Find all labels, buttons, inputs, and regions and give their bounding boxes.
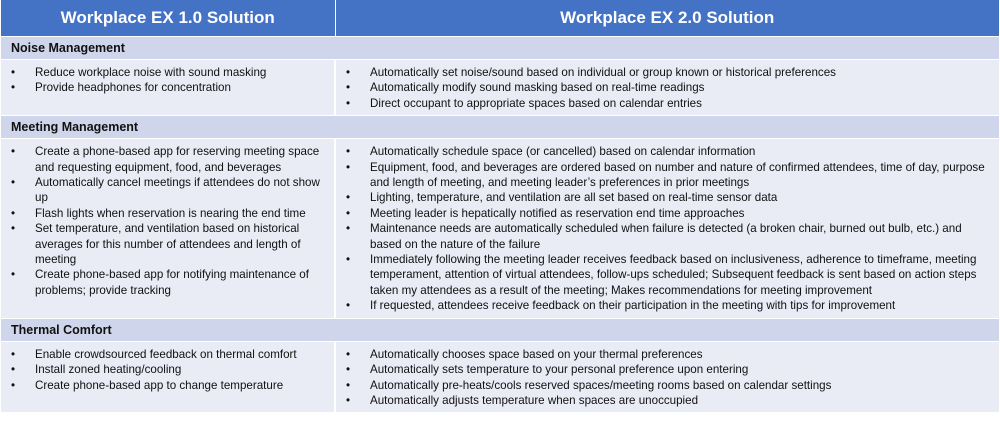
list-item-text: Install zoned heating/cooling bbox=[35, 363, 182, 377]
list-item-text: Create phone-based app for notifying maintenance of problems; provide tracking bbox=[35, 268, 309, 297]
bullet-icon: • bbox=[346, 206, 351, 220]
section-content-row bbox=[1, 139, 999, 318]
list-item bbox=[344, 252, 991, 298]
list-item bbox=[344, 80, 991, 95]
list-item bbox=[344, 190, 991, 205]
bullet-icon: • bbox=[11, 363, 16, 377]
noise-management-ex1-list bbox=[9, 65, 326, 96]
thermal-comfort-ex1-cell bbox=[1, 341, 335, 412]
list-item-text: Automatically cancel meetings if attendees do not show up bbox=[35, 176, 320, 205]
list-item-text: If requested, attendees receive feedback on their participation in the meeting with tips for improvement bbox=[370, 299, 896, 313]
thermal-comfort-ex2-cell bbox=[335, 341, 999, 412]
list-item-text: Enable crowdsourced feedback on thermal comfort bbox=[35, 347, 297, 361]
list-item-text: Automatically schedule space (or cancelled) based on calendar information bbox=[370, 145, 756, 159]
section-title-noise-management: Noise Management bbox=[1, 37, 999, 60]
list-item bbox=[344, 362, 991, 377]
list-item bbox=[344, 221, 991, 252]
thermal-comfort-ex2-list bbox=[344, 347, 991, 409]
bullet-icon: • bbox=[11, 206, 16, 220]
list-item-text: Lighting, temperature, and ventilation are all set based on real-time sensor data bbox=[370, 191, 778, 205]
list-item bbox=[9, 65, 326, 80]
list-item bbox=[344, 144, 991, 159]
list-item bbox=[9, 206, 326, 221]
list-item-text: Flash lights when reservation is nearing the end time bbox=[35, 206, 306, 220]
list-item bbox=[344, 160, 991, 191]
bullet-icon: • bbox=[346, 363, 351, 377]
bullet-icon: • bbox=[11, 268, 16, 282]
bullet-icon: • bbox=[346, 96, 351, 110]
list-item-text: Reduce workplace noise with sound masking bbox=[35, 66, 267, 79]
bullet-icon: • bbox=[346, 378, 351, 392]
list-item bbox=[344, 65, 991, 80]
list-item-text: Create a phone-based app for reserving meeting space and requesting equipment, food, and beverages bbox=[35, 145, 320, 174]
bullet-icon: • bbox=[346, 347, 351, 361]
bullet-icon: • bbox=[11, 66, 16, 79]
bullet-icon: • bbox=[346, 81, 351, 95]
list-item-text: Immediately following the meeting leader receives feedback based on inclusiveness, adherence to timeframe, meeting temperament, attention of virtual attendees, follow-ups scheduled; Subsequent feedback is sent based on action steps taken my attendees as a result of the meeting; Makes recommendations for meeting improvement bbox=[370, 253, 977, 297]
list-item bbox=[9, 175, 326, 206]
list-item bbox=[344, 206, 991, 221]
bullet-icon: • bbox=[346, 393, 351, 407]
list-item bbox=[9, 267, 326, 298]
list-item-text: Maintenance needs are automatically scheduled when failure is detected (a broken chair, burned out bulb, etc.) and based on the nature of the failure bbox=[370, 222, 962, 251]
section-header-row bbox=[1, 318, 999, 341]
list-item bbox=[9, 221, 326, 267]
meeting-management-ex2-cell bbox=[335, 139, 999, 318]
list-item-text: Meeting leader is hepatically notified as reservation end time approaches bbox=[370, 206, 745, 220]
list-item-text: Automatically pre-heats/cools reserved spaces/meeting rooms based on calendar settings bbox=[370, 378, 832, 392]
bullet-icon: • bbox=[346, 222, 351, 236]
section-content-row bbox=[1, 60, 999, 116]
meeting-management-ex1-list bbox=[9, 144, 326, 298]
bullet-icon: • bbox=[11, 222, 16, 236]
section-title-thermal-comfort: Thermal Comfort bbox=[1, 318, 999, 341]
meeting-management-ex2-list bbox=[344, 144, 991, 313]
list-item bbox=[9, 144, 326, 175]
noise-management-ex2-cell bbox=[335, 60, 999, 116]
header-row bbox=[1, 0, 999, 37]
list-item-text: Equipment, food, and beverages are ordered based on number and nature of confirmed attendees, time of day, purpose and length of meeting, and meeting leader’s preferences in prior meetings bbox=[370, 160, 985, 190]
bullet-icon: • bbox=[346, 160, 351, 174]
comparison-table bbox=[1, 0, 999, 412]
list-item bbox=[9, 80, 326, 95]
list-item-text: Automatically modify sound masking based on real-time readings bbox=[370, 81, 705, 95]
list-item-text: Automatically chooses space based on your thermal preferences bbox=[370, 347, 703, 361]
bullet-icon: • bbox=[11, 378, 16, 392]
bullet-icon: • bbox=[346, 145, 351, 159]
list-item bbox=[344, 96, 991, 111]
list-item bbox=[344, 347, 991, 362]
bullet-icon: • bbox=[11, 176, 16, 190]
bullet-icon: • bbox=[11, 145, 16, 159]
list-item-text: Automatically sets temperature to your personal preference upon entering bbox=[370, 363, 749, 377]
list-item bbox=[344, 298, 991, 313]
list-item bbox=[9, 362, 326, 377]
section-content-row bbox=[1, 341, 999, 412]
bullet-icon: • bbox=[11, 347, 16, 361]
bullet-icon: • bbox=[11, 81, 16, 95]
list-item-text: Create phone-based app to change temperature bbox=[35, 378, 284, 392]
list-item bbox=[9, 347, 326, 362]
bullet-icon: • bbox=[346, 66, 351, 79]
bullet-icon: • bbox=[346, 191, 351, 205]
bullet-icon: • bbox=[346, 299, 351, 313]
list-item bbox=[9, 378, 326, 393]
list-item bbox=[344, 378, 991, 393]
column-header-ex2: Workplace EX 2.0 Solution bbox=[335, 0, 999, 37]
list-item bbox=[344, 393, 991, 408]
list-item-text: Provide headphones for concentration bbox=[35, 81, 231, 95]
list-item-text: Direct occupant to appropriate spaces based on calendar entries bbox=[370, 96, 702, 110]
list-item-text: Automatically set noise/sound based on individual or group known or historical preferences bbox=[370, 66, 836, 79]
column-header-ex1: Workplace EX 1.0 Solution bbox=[1, 0, 335, 37]
section-title-meeting-management: Meeting Management bbox=[1, 116, 999, 139]
list-item-text: Automatically adjusts temperature when spaces are unoccupied bbox=[370, 393, 699, 407]
meeting-management-ex1-cell bbox=[1, 139, 335, 318]
bullet-icon: • bbox=[346, 253, 351, 267]
section-header-row bbox=[1, 37, 999, 60]
thermal-comfort-ex1-list bbox=[9, 347, 326, 393]
section-header-row bbox=[1, 116, 999, 139]
noise-management-ex1-cell bbox=[1, 60, 335, 116]
noise-management-ex2-list bbox=[344, 65, 991, 111]
list-item-text: Set temperature, and ventilation based on historical averages for this number of attendees and length of meeting bbox=[35, 222, 301, 267]
